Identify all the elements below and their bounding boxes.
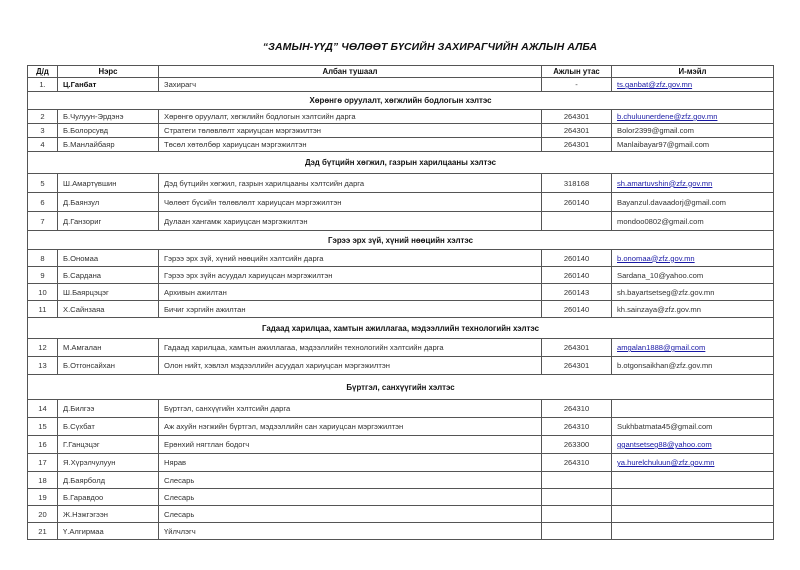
table-row xyxy=(28,110,774,124)
row-email-cell xyxy=(612,124,774,138)
row-number: 14 xyxy=(28,400,58,418)
section-title: Дэд бүтцийн хөгжил, газрын харилцааны хэлтэс xyxy=(28,152,774,174)
table-row xyxy=(28,489,774,506)
row-name: Ц.Ганбат xyxy=(58,78,159,92)
email-text: Manlaibayar97@gmail.com xyxy=(617,140,710,149)
table-row xyxy=(28,472,774,489)
row-number: 12 xyxy=(28,339,58,357)
row-phone: 260140 xyxy=(542,250,612,267)
email-text: Sukhbatmata45@gmail.com xyxy=(617,422,713,431)
email-text: kh.sainzaya@zfz.gov.mn xyxy=(617,304,701,314)
row-number: 19 xyxy=(28,489,58,506)
row-email-cell xyxy=(612,267,774,284)
row-phone: 264310 xyxy=(542,418,612,436)
email-link[interactable]: ya.hurelchuluun@zfz.gov.mn xyxy=(617,458,715,467)
row-number: 6 xyxy=(28,193,58,212)
row-name: Б.Сүхбат xyxy=(58,418,159,436)
row-phone: 264310 xyxy=(542,400,612,418)
row-email-cell xyxy=(612,301,774,318)
row-number: 18 xyxy=(28,472,58,489)
row-phone: 264301 xyxy=(542,110,612,124)
section-title: Гэрээ эрх зүй, хүний нөөцийн хэлтэс xyxy=(28,231,774,250)
email-link[interactable]: sh.amartuvshin@zfz.gov.mn xyxy=(617,178,713,188)
section-header-row xyxy=(28,92,774,110)
row-phone: 260140 xyxy=(542,193,612,212)
row-email-cell xyxy=(612,193,774,212)
row-phone: 264301 xyxy=(542,124,612,138)
row-position: Слесарь xyxy=(159,489,542,506)
row-position: Бүртгэл, санхүүгийн хэлтсийн дарга xyxy=(159,400,542,418)
row-name: Я.Хүрэлчулуун xyxy=(58,454,159,472)
table-row xyxy=(28,523,774,540)
row-position: Чөлөөт бүсийн төлөвлөлт хариуцсан мэргэжилтэн xyxy=(159,193,542,212)
table-row xyxy=(28,250,774,267)
table-row xyxy=(28,506,774,523)
row-phone: 260140 xyxy=(542,301,612,318)
table-row xyxy=(28,301,774,318)
table-row xyxy=(28,400,774,418)
email-link[interactable]: ts.ganbat@zfz.gov.mn xyxy=(617,80,693,89)
table-row xyxy=(28,138,774,152)
row-name: Б.Чулуун-Эрдэнэ xyxy=(58,110,159,124)
row-position: Архивын ажилтан xyxy=(159,284,542,301)
row-email-cell xyxy=(612,418,774,436)
row-number: 1. xyxy=(28,78,58,92)
row-phone: 264301 xyxy=(542,339,612,357)
row-name: Д.Баянзул xyxy=(58,193,159,212)
row-position: Слесарь xyxy=(159,506,542,523)
row-name: М.Амгалан xyxy=(58,339,159,357)
row-name: Ж.Нэжгэгээн xyxy=(58,506,159,523)
row-number: 11 xyxy=(28,301,58,318)
section-title: Бүртгэл, санхүүгийн хэлтэс xyxy=(28,375,774,400)
row-position: Хөрөнгө оруулалт, хөгжлийн бодлогын хэлтсийн дарга xyxy=(159,110,542,124)
row-name: Х.Сайнзаяа xyxy=(58,301,159,318)
header-number: Д/д xyxy=(28,66,58,78)
header-name: Нэрс xyxy=(58,66,159,78)
row-name: Ш.Амартүвшин xyxy=(58,174,159,193)
row-position: Үйлчлэгч xyxy=(159,523,542,540)
row-position: Олон нийт, хэвлэл мэдээллийн асуудал хариуцсан мэргэжилтэн xyxy=(159,357,542,375)
row-number: 2 xyxy=(28,110,58,124)
row-phone: 264301 xyxy=(542,357,612,375)
table-row xyxy=(28,78,774,92)
row-phone: 263300 xyxy=(542,436,612,454)
row-position: Нярав xyxy=(159,454,542,472)
table-row xyxy=(28,339,774,357)
row-phone: 264310 xyxy=(542,454,612,472)
row-number: 10 xyxy=(28,284,58,301)
row-name: Д.Баярболд xyxy=(58,472,159,489)
row-position: Дулаан хангамж хариуцсан мэргэжилтэн xyxy=(159,212,542,231)
row-phone: 318168 xyxy=(542,174,612,193)
email-link[interactable]: b.chuluunerdene@zfz.gov.mn xyxy=(617,112,718,121)
row-email-cell xyxy=(612,284,774,301)
row-phone: 260140 xyxy=(542,267,612,284)
row-phone xyxy=(542,489,612,506)
table-row xyxy=(28,124,774,138)
row-position: Захирагч xyxy=(159,78,542,92)
row-name: Д.Ганзориг xyxy=(58,212,159,231)
email-text: sh.bayartsetseg@zfz.gov.mn xyxy=(617,287,715,297)
row-email-cell xyxy=(612,472,774,489)
table-row xyxy=(28,193,774,212)
section-header-row xyxy=(28,375,774,400)
row-email-cell xyxy=(612,357,774,375)
row-name: Б.Отгонсайхан xyxy=(58,357,159,375)
row-phone xyxy=(542,523,612,540)
table-row xyxy=(28,284,774,301)
row-position: Төсөл хөтөлбөр хариуцсан мэргэжилтэн xyxy=(159,138,542,152)
email-text: b.otgonsaikhan@zfz.gov.mn xyxy=(617,361,713,370)
email-text: Bayanzul.davaadorj@gmail.com xyxy=(617,197,727,207)
row-email-cell xyxy=(612,523,774,540)
row-email-cell xyxy=(612,138,774,152)
row-number: 13 xyxy=(28,357,58,375)
header-email: И-мэйл xyxy=(612,66,774,78)
row-number: 20 xyxy=(28,506,58,523)
row-email-cell xyxy=(612,506,774,523)
row-name: Б.Манлайбаяр xyxy=(58,138,159,152)
row-phone: 264301 xyxy=(542,138,612,152)
row-phone xyxy=(542,506,612,523)
row-number: 5 xyxy=(28,174,58,193)
section-title: Хөрөнгө оруулалт, хөгжлийн бодлогын хэлтэс xyxy=(28,92,774,110)
row-name: Г.Ганцэцэг xyxy=(58,436,159,454)
email-text: mondoo0802@gmail.com xyxy=(617,216,704,226)
section-header-row xyxy=(28,231,774,250)
row-name: Ү.Алгирмаа xyxy=(58,523,159,540)
table-row xyxy=(28,454,774,472)
row-number: 3 xyxy=(28,124,58,138)
row-position: Гэрээ эрх зүй, хүний нөөцийн хэлтсийн дарга xyxy=(159,250,542,267)
row-email-cell xyxy=(612,339,774,357)
row-name: Д.Билгээ xyxy=(58,400,159,418)
row-email-cell xyxy=(612,110,774,124)
row-email-cell xyxy=(612,489,774,506)
section-title: Гадаад харилцаа, хамтын ажиллагаа, мэдээллийн технологийн хэлтэс xyxy=(28,318,774,339)
row-position: Ерөнхий нягтлан бодогч xyxy=(159,436,542,454)
row-number: 15 xyxy=(28,418,58,436)
row-number: 21 xyxy=(28,523,58,540)
row-email-cell xyxy=(612,400,774,418)
row-name: Б.Болорсувд xyxy=(58,124,159,138)
row-phone: - xyxy=(542,78,612,92)
email-link[interactable]: amgalan1888@gmail.com xyxy=(617,343,706,352)
email-link[interactable]: b.onomaa@zfz.gov.mn xyxy=(617,253,695,263)
row-number: 17 xyxy=(28,454,58,472)
row-number: 16 xyxy=(28,436,58,454)
row-number: 9 xyxy=(28,267,58,284)
table-row xyxy=(28,436,774,454)
row-name: Ш.Баярцэцэг xyxy=(58,284,159,301)
row-name: Б.Гаравдоо xyxy=(58,489,159,506)
email-text: Bolor2399@gmail.com xyxy=(617,126,694,135)
email-text: Sardana_10@yahoo.com xyxy=(617,270,704,280)
row-phone xyxy=(542,472,612,489)
page-title: “ЗАМЫН-ҮҮД” ЧӨЛӨӨТ БҮСИЙН ЗАХИРАГЧИЙН АЖЛЫН АЛБА xyxy=(262,41,598,53)
row-position: Гэрээ эрх зүйн асуудал хариуцсан мэргэжилтэн xyxy=(159,267,542,284)
table-row xyxy=(28,174,774,193)
table-row xyxy=(28,267,774,284)
row-number: 7 xyxy=(28,212,58,231)
row-position: Дэд бүтцийн хөгжил, газрын харилцааны хэлтсийн дарга xyxy=(159,174,542,193)
section-header-row xyxy=(28,152,774,174)
section-header-row xyxy=(28,318,774,339)
row-position: Стратеги төлөвлөлт хариуцсан мэргэжилтэн xyxy=(159,124,542,138)
row-position: Аж ахуйн нэгжийн бүртгэл, мэдээллийн сан хариуцсан мэргэжилтэн xyxy=(159,418,542,436)
row-position: Бичиг хэргийн ажилтан xyxy=(159,301,542,318)
row-email-cell xyxy=(612,250,774,267)
row-email-cell xyxy=(612,436,774,454)
row-email-cell xyxy=(612,454,774,472)
table-row xyxy=(28,418,774,436)
row-position: Гадаад харилцаа, хамтын ажиллагаа, мэдээллийн технологийн хэлтсийн дарга xyxy=(159,339,542,357)
table-row xyxy=(28,212,774,231)
row-phone xyxy=(542,212,612,231)
table-row xyxy=(28,357,774,375)
header-position: Албан тушаал xyxy=(159,66,542,78)
email-link[interactable]: ggantsetseg88@yahoo.com xyxy=(617,440,712,449)
row-phone: 260143 xyxy=(542,284,612,301)
row-email-cell xyxy=(612,174,774,193)
row-position: Слесарь xyxy=(159,472,542,489)
staff-directory-table xyxy=(27,65,774,540)
header-phone: Ажлын утас xyxy=(542,66,612,78)
row-number: 4 xyxy=(28,138,58,152)
row-name: Б.Сардана xyxy=(58,267,159,284)
row-number: 8 xyxy=(28,250,58,267)
table-header-row xyxy=(28,66,774,78)
row-email-cell xyxy=(612,212,774,231)
row-name: Б.Ономаа xyxy=(58,250,159,267)
